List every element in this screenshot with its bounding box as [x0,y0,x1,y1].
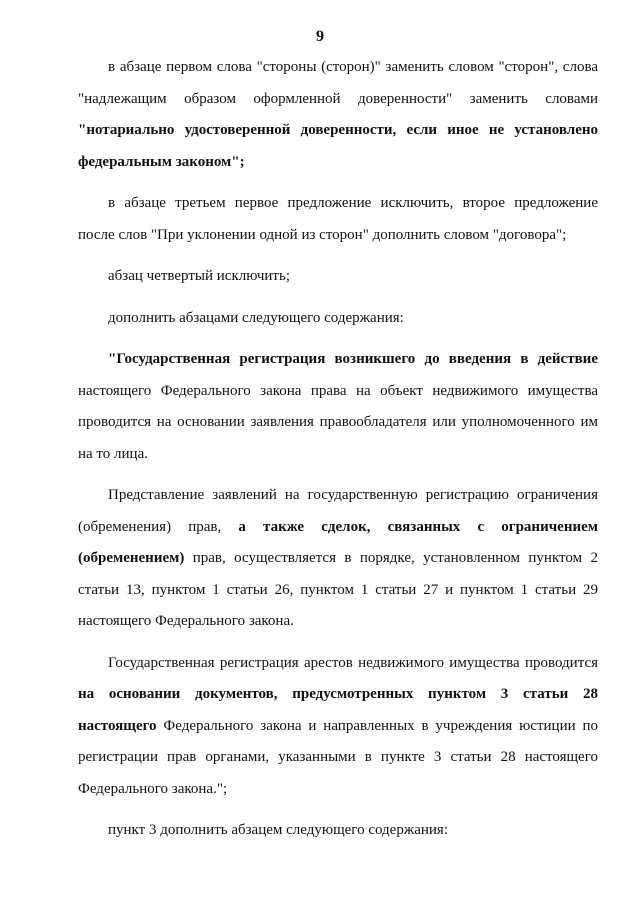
paragraph [78,261,598,293]
text-segment: в абзаце первом слова "стороны (сторон)" заменить словом "сторон", слова "надлежащим образом оформленной доверенности" заменить словами [78,59,598,107]
text-segment: в абзаце третьем первое предложение исключить, второе предложение после слов "При уклонении одной из сторон" дополнить словом "договора"; [78,195,598,243]
paragraph [78,52,598,178]
bold-text-segment: "нотариально удостоверенной доверенности, если иное не установлено федеральным законом"; [78,122,598,170]
bold-text-segment: на основании документов, предусмотренных пунктом 3 статьи 28 настоящего [78,686,598,734]
paragraph [78,815,598,847]
paragraph [78,344,598,470]
text-segment: абзац четвертый исключить; [108,268,290,284]
text-segment: дополнить абзацами следующего содержания: [108,309,404,326]
page-number: 9 [316,28,324,45]
bold-text-segment: а также сделок, связанных с ограничением (обременением) [78,518,598,566]
paragraph [78,480,598,638]
text-segment: пункт 3 дополнить абзацем следующего содержания: [108,822,448,838]
paragraph [78,188,598,251]
paragraph [78,303,598,335]
text-segment: настоящего Федерального закона права на объект недвижимого имущества проводится на основании заявления правообладателя или уполномоченного им на то лица. [78,382,598,462]
text-segment: Представление заявлений на государственную регистрацию ограничения (обременения) прав, [78,487,598,535]
text-segment: Государственная регистрация арестов недвижимого имущества проводится [108,654,598,671]
text-segment: Федерального закона и направленных в учреждения юстиции по регистрации прав органами, указанными в пункте 3 статьи 28 настоящего Федерального закона."; [78,717,598,797]
document-body [78,52,598,847]
paragraph [78,648,598,806]
bold-text-segment: "Государственная регистрация возникшего до введения в действие [108,351,598,367]
text-segment: прав, осуществляется в порядке, установленном пунктом 2 статьи 13, пунктом 1 статьи 26, пунктом 1 статьи 27 и пунктом 1 статьи 29 настоящего Федерального закона. [78,550,598,629]
